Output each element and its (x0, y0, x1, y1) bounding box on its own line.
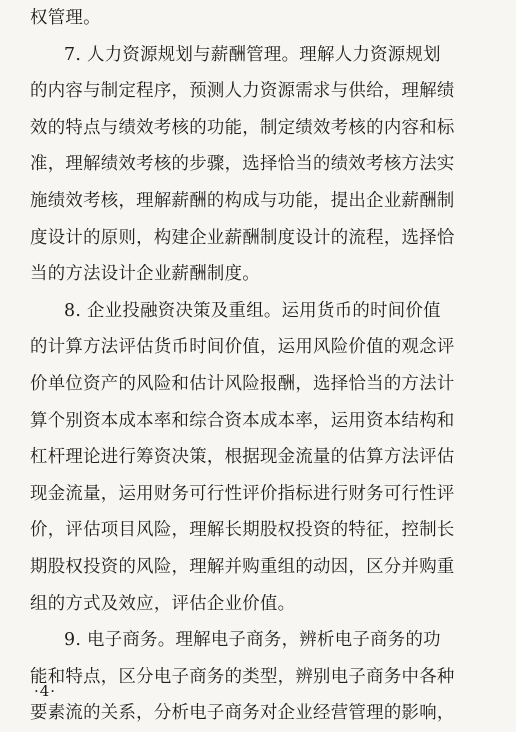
text-line: 价，评估项目风险，理解长期股权投资的特征，控制长 (30, 520, 455, 541)
text-line: 度设计的原则，构建企业薪酬制度设计的流程，选择恰 (30, 227, 455, 248)
text-line: 权管理。 (30, 8, 101, 28)
document-page (30, 0, 506, 732)
text-line: 的计算方法评估货币时间价值，运用风险价值的观念评 (30, 337, 455, 358)
text-line: 现金流量，运用财务可行性评价指标进行财务可行性评 (30, 483, 455, 504)
text-line: 的内容与制定程序，预测人力资源需求与供给，理解绩 (30, 81, 455, 102)
text-line: 当的方法设计企业薪酬制度。 (30, 264, 260, 285)
text-line: 效的特点与绩效考核的功能，制定绩效考核的内容和标 (30, 117, 455, 138)
page-number: ·4· (34, 682, 57, 700)
text-line: 算个别资本成本率和综合资本成本率，运用资本结构和 (30, 410, 455, 431)
text-line: 杠杆理论进行筹资决策，根据现金流量的估算方法评估 (30, 447, 455, 468)
section-7-heading-line: 7. 人力资源规划与薪酬管理。理解人力资源规划 (64, 44, 441, 65)
section-9-heading-line: 9. 电子商务。理解电子商务，辨析电子商务的功 (64, 630, 441, 651)
text-line: 期股权投资的风险，理解并购重组的动因，区分并购重 (30, 556, 455, 577)
text-line: 组的方式及效应，评估企业价值。 (30, 593, 296, 614)
text-line: 能和特点，区分电子商务的类型，辨别电子商务中各种 (30, 666, 455, 687)
text-line: 准，理解绩效考核的步骤，选择恰当的绩效考核方法实 (30, 154, 455, 175)
text-line: 要素流的关系，分析电子商务对企业经营管理的影响， (30, 703, 455, 724)
text-line: 价单位资产的风险和估计风险报酬，选择恰当的方法计 (30, 373, 455, 394)
section-8-heading-line: 8. 企业投融资决策及重组。运用货币的时间价值 (64, 300, 441, 321)
text-line: 施绩效考核，理解薪酬的构成与功能，提出企业薪酬制 (30, 190, 455, 211)
